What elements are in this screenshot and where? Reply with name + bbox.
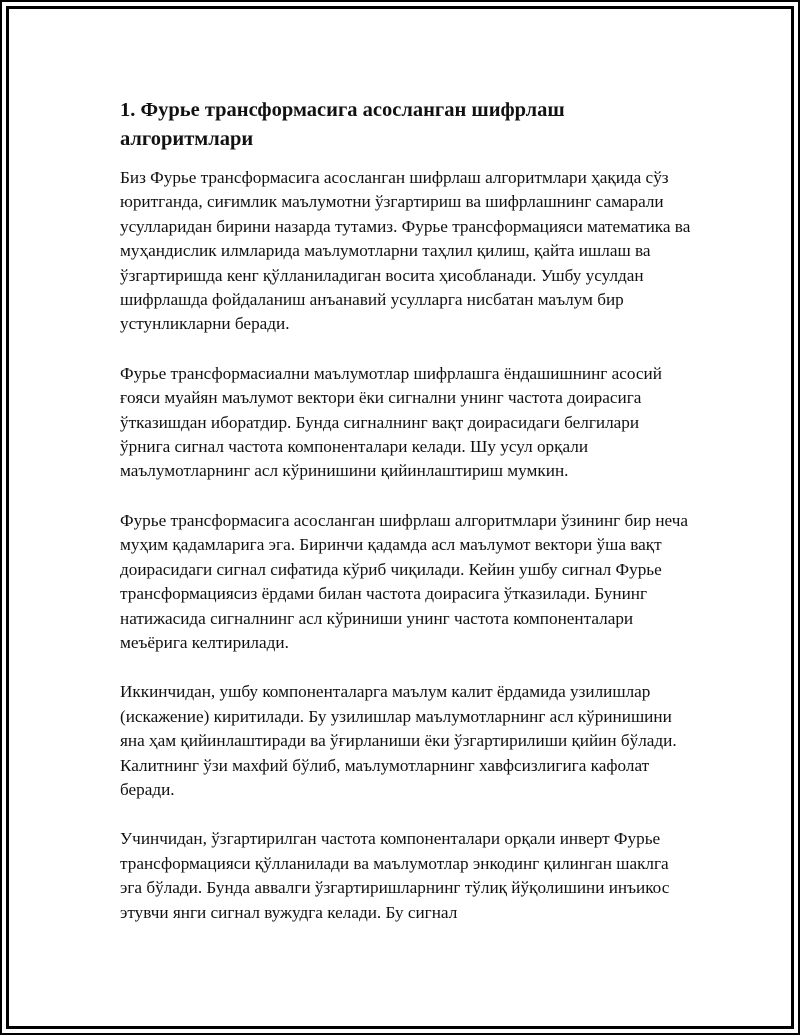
paragraph-3: Фурье трансформасига асосланган шифрлаш алгоритмлари ўзининг бир неча муҳим қадамларига эга. Биринчи қадамда асл маълумот вектори ўша вақт доирасидаги сигнал сифатида кўриб чиқилади. Кейин ушбу сигнал Фурье трансформациясиз ёрдами билан частота доирасига ўтказилади. Бунинг натижасида сигналнинг асл кўриниши унинг частота компоненталари меъёрига келтирилади.	[120, 510, 688, 652]
section-title: 1. Фурье трансформасига асосланган шифрлаш алгоритмлари	[120, 99, 565, 150]
paragraph-4: Иккинчидан, ушбу компоненталарга маълум калит ёрдамида узилишлар (искажение) киритилади. Бу узилишлар маълумотларнинг асл кўринишини яна ҳам қийинлаштиради ва ўғирланиши ёки ўзгартирилиши қийин бўлади. Калитнинг ўзи махфий бўлиб, маълумотларнинг хавфсизлигига кафолат беради.	[120, 682, 677, 799]
paragraph-2: Фурье трансформасиални маълумотлар шифрлашга ёндашишнинг асосий ғояси муайян маълумот вектори ёки сигнални унинг частота доирасига ўтказишдан иборатдир. Бунда сигналнинг вақт доирасидаги белгилари ўрнига сигнал частота компоненталари келади. Шу усул орқали маълумотларнинг асл кўринишини қийинлаштириш мумкин.	[120, 363, 662, 481]
paragraph-1: Биз Фурье трансформасига асосланган шифрлаш алгоритмлари ҳақида сўз юритганда, сиғимлик маълумотни ўзгартириш ва шифрлашнинг самарали усулларидан бирини назарда тутамиз. Фурье трансформацияси математика ва муҳандислик илмларида маълумотларни таҳлил қилиш, қайта ишлаш ва ўзгартиришда кенг қўлланиладиган восита ҳисобланади. Ушбу усулдан шифрлашда фойдаланиш анъанавий усулларга нисбатан маълум бир устунликларни беради.	[120, 168, 691, 334]
paragraph-5: Учинчидан, ўзгартирилган частота компоненталари орқали инверт Фурье трансформацияси қўлланилади ва маълумотлар энкодинг қилинган шаклга эга бўлади. Бунда аввалги ўзгартиришларнинг тўлиқ йўқолишини инъикос этувчи янги сигнал вужудга келади. Бу сигнал	[120, 829, 670, 922]
document-body	[120, 96, 692, 950]
